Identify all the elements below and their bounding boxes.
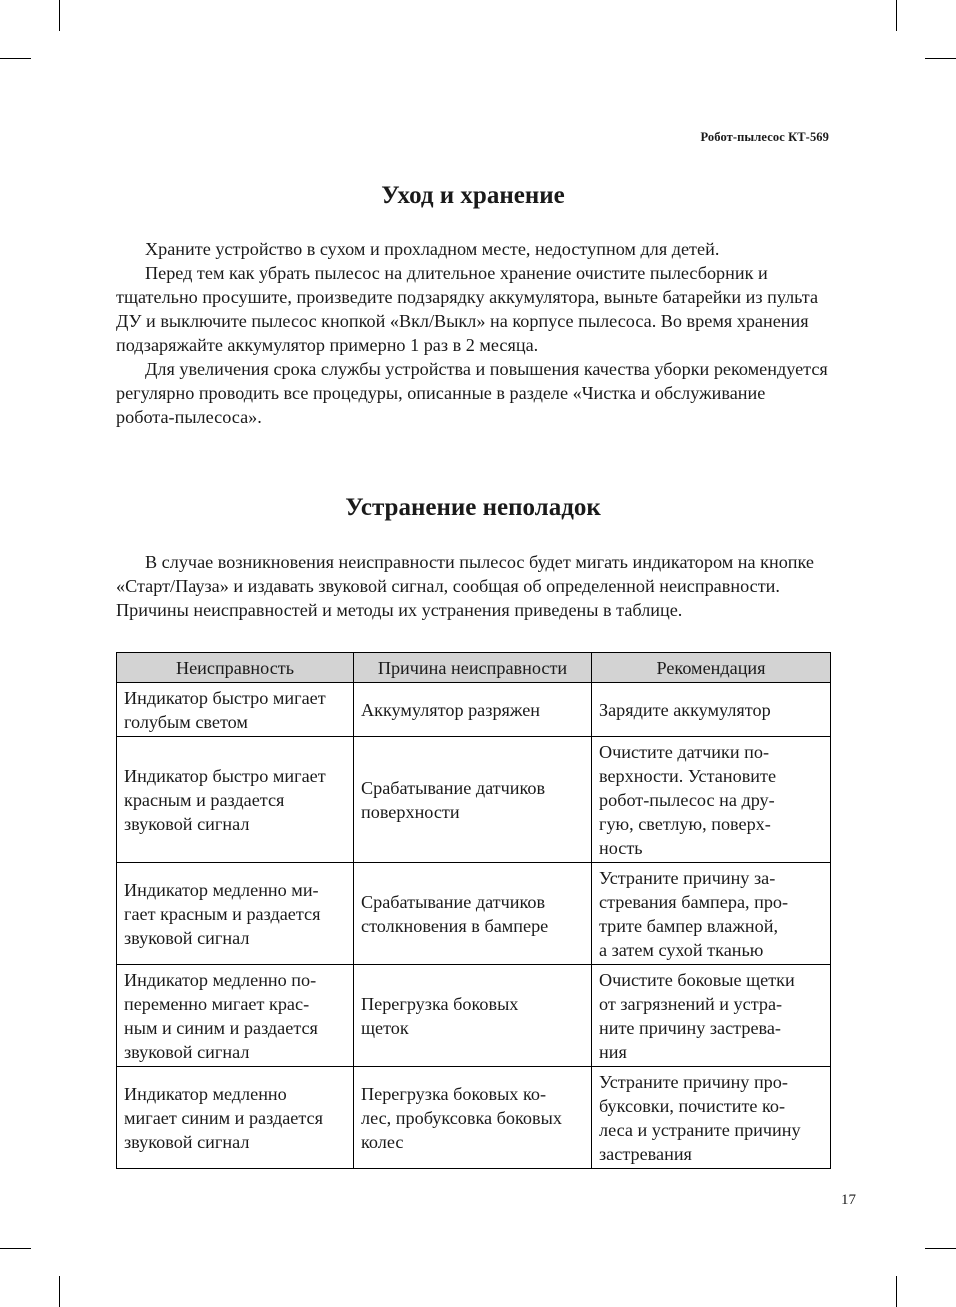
table-header-row <box>117 653 831 683</box>
table-row <box>117 863 831 965</box>
crop-mark <box>925 1248 956 1249</box>
table-row <box>117 737 831 863</box>
crop-mark <box>59 0 60 31</box>
recommendation-cell: Очистите боковые щетки от загрязнений и устра- ните причину застрева- ния <box>592 965 831 1067</box>
cause-cell: Аккумулятор разряжен <box>354 683 592 737</box>
column-header-fault: Неисправность <box>117 653 354 683</box>
table-row <box>117 1067 831 1169</box>
fault-cell: Индикатор медленно мигает синим и раздается звуковой сигнал <box>117 1067 354 1169</box>
recommendation-cell: Зарядите аккумулятор <box>592 683 831 737</box>
troubleshooting-intro <box>116 550 828 622</box>
table-row <box>117 965 831 1067</box>
column-header-recommendation: Рекомендация <box>592 653 831 683</box>
troubleshooting-intro-text: В случае возникновения неисправности пылесос будет мигать индикатором на кнопке «Старт/Пауза» и издавать звуковой сигнал, сообщая об определенной неисправности. Причины неисправностей и методы их устранения приведены в таблице. <box>116 552 814 620</box>
crop-mark <box>925 58 956 59</box>
table-row <box>117 683 831 737</box>
page-number: 17 <box>841 1192 856 1208</box>
recommendation-cell: Устраните причину про- буксовки, почистите ко- леса и устраните причину застревания <box>592 1067 831 1169</box>
care-paragraph: Перед тем как убрать пылесос на длительное хранение очистите пылесборник и тщательно просушите, произведите подзарядку аккумулятора, выньте батарейки из пульта ДУ и выключите пылесос кнопкой «Вкл/Выкл» на корпусе пылесоса. Во время хранения подзаряжайте аккумулятор примерно 1 раз в 2 месяца. <box>116 263 819 355</box>
fault-cell: Индикатор быстро мигает красным и раздается звуковой сигнал <box>117 737 354 863</box>
cause-cell: Срабатывание датчиков столкновения в бампере <box>354 863 592 965</box>
troubleshooting-table <box>116 652 831 1169</box>
troubleshooting-section-title: Устранение неполадок <box>345 494 601 521</box>
care-section-body <box>116 237 828 429</box>
running-head: Робот-пылесос КТ-569 <box>700 130 829 144</box>
crop-mark <box>0 58 31 59</box>
crop-mark <box>896 0 897 31</box>
fault-cell: Индикатор медленно по- переменно мигает крас- ным и синим и раздается звуковой сигнал <box>117 965 354 1067</box>
care-paragraph: Для увеличения срока службы устройства и повышения качества уборки рекомендуется регулярно проводить все процедуры, описанные в разделе «Чистка и обслуживание робота-пылесоса». <box>116 359 828 427</box>
cause-cell: Перегрузка боковых ко- лес, пробуксовка боковых колес <box>354 1067 592 1169</box>
crop-mark <box>896 1276 897 1307</box>
cause-cell: Перегрузка боковых щеток <box>354 965 592 1067</box>
cause-cell: Срабатывание датчиков поверхности <box>354 737 592 863</box>
crop-mark <box>0 1248 31 1249</box>
recommendation-cell: Устраните причину за- стревания бампера, про- трите бампер влажной, а затем сухой тканью <box>592 863 831 965</box>
fault-cell: Индикатор медленно ми- гает красным и раздается звуковой сигнал <box>117 863 354 965</box>
fault-cell: Индикатор быстро мигает голубым светом <box>117 683 354 737</box>
care-paragraph: Храните устройство в сухом и прохладном месте, недоступном для детей. <box>145 239 720 259</box>
recommendation-cell: Очистите датчики по- верхности. Установите робот-пылесос на дру- гую, светлую, поверх- ность <box>592 737 831 863</box>
crop-mark <box>59 1276 60 1307</box>
column-header-cause: Причина неисправности <box>354 653 592 683</box>
care-section-title: Уход и хранение <box>381 182 565 209</box>
